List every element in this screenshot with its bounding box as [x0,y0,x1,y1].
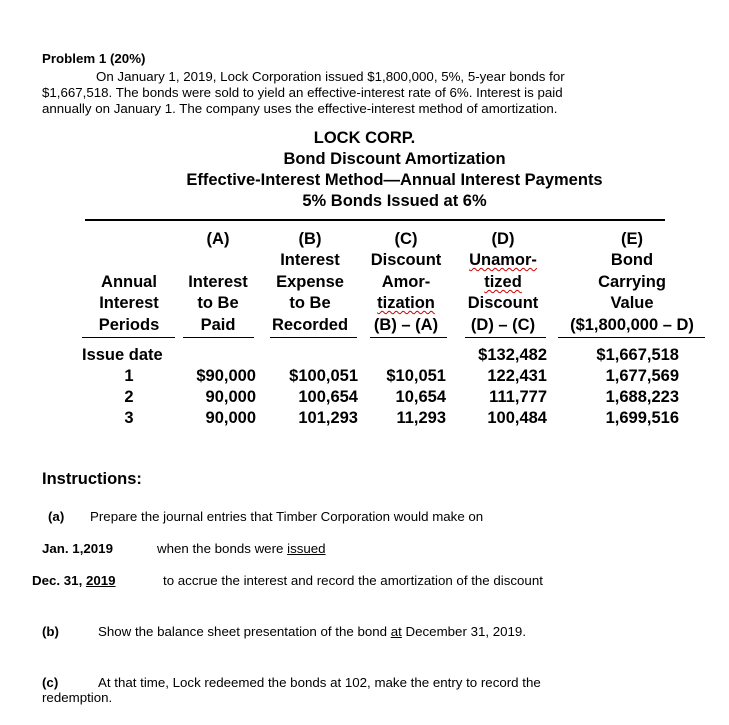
dec-text: to accrue the interest and record the amortization of the discount [163,573,543,588]
column-header-rule [465,337,546,338]
part-a-label: (a) [48,509,65,524]
jan-label: Jan. 1,2019 [42,541,113,556]
column-header-e: ($1,800,000 – D) [570,316,694,334]
column-header-periods: Annual [101,273,157,291]
schedule-method: Effective-Interest Method—Annual Interest Payments [186,171,603,189]
column-header-periods: Periods [98,316,160,334]
column-header-e: Bond [610,251,654,269]
cell-b: 101,293 [298,409,358,427]
row-period: 1 [124,367,134,385]
column-header-periods: Interest [99,294,159,312]
title-rule [85,219,665,221]
column-header-d: tized [484,273,522,291]
cell-a: 90,000 [205,388,256,406]
jan-text [157,541,326,557]
cell-b: $100,051 [289,367,358,385]
row-period: 3 [124,409,134,427]
column-header-d: (D) – (C) [470,316,536,334]
jan-text-underlined: issued [287,541,326,556]
column-header-d: (D) [491,230,515,248]
column-header-a: to Be [197,294,239,312]
cell-d: 100,484 [487,409,547,427]
row-period: 2 [124,388,134,406]
cell-e: $1,667,518 [596,346,679,364]
column-header-rule [558,337,705,338]
column-header-c: Amor- [381,273,431,291]
jan-text-main: when the bonds were [157,541,288,556]
problem-text-line: annually on January 1. The company uses the effective-interest method of amortization. [42,101,558,116]
cell-a: $90,000 [196,367,256,385]
column-header-b: Interest [280,251,340,269]
column-header-rule [183,337,254,338]
dec-label-main: Dec. 31, [32,573,86,588]
column-header-a: Interest [188,273,248,291]
part-b-text-underlined: at [390,624,402,639]
column-header-b: to Be [289,294,331,312]
part-b-text-1: Show the balance sheet presentation of the bond [98,624,391,639]
cell-d: 122,431 [487,367,547,385]
column-header-e: Carrying [598,273,666,291]
cell-c: 10,654 [395,388,446,406]
schedule-title: LOCK CORP. [313,129,416,147]
column-header-d: Unamor- [469,251,537,269]
part-b-text-2: December 31, 2019. [401,624,527,639]
part-b-text [98,624,526,640]
cell-d: 111,777 [489,388,547,406]
column-header-c: (C) [394,230,418,248]
column-header-c: (B) – (A) [373,316,439,334]
cell-d: $132,482 [478,346,547,364]
part-c-label: (c) [42,675,59,690]
schedule-subtitle: Bond Discount Amortization [283,150,506,168]
part-a-text: Prepare the journal entries that Timber Corporation would make on [90,509,484,524]
problem-heading: Problem 1 (20%) [42,51,146,66]
column-header-e: Value [610,294,654,312]
column-header-a: Paid [200,316,236,334]
cell-e: 1,699,516 [605,409,679,427]
column-header-c: tization [377,294,435,312]
problem-text-line: $1,667,518. The bonds were sold to yield an effective-interest rate of 6%. Interest is paid [42,85,563,100]
column-header-d: Discount [467,294,539,312]
column-header-c: Discount [370,251,442,269]
dec-label-year: 2019 [85,573,116,588]
part-b-label: (b) [42,624,59,639]
cell-c: $10,051 [386,367,446,385]
cell-b: 100,654 [298,388,358,406]
column-header-rule [370,337,447,338]
column-header-a: (A) [206,230,230,248]
column-header-e: (E) [621,230,643,248]
column-header-b: Recorded [271,316,349,334]
instructions-heading: Instructions: [42,470,142,488]
column-header-rule [82,337,175,338]
cell-c: 11,293 [396,409,446,427]
cell-e: 1,688,223 [605,388,679,406]
column-header-b: Expense [276,273,344,291]
part-c-text: At that time, Lock redeemed the bonds at 102, make the entry to record the [98,675,541,690]
column-header-b: (B) [298,230,322,248]
cell-a: 90,000 [205,409,256,427]
part-c-text-cont: redemption. [42,690,113,705]
dec-label [32,573,116,589]
column-header-rule [270,337,357,338]
schedule-rate: 5% Bonds Issued at 6% [302,192,487,210]
problem-text-line: On January 1, 2019, Lock Corporation issued $1,800,000, 5%, 5-year bonds for [96,69,565,84]
row-period: Issue date [82,346,163,364]
cell-e: 1,677,569 [605,367,679,385]
